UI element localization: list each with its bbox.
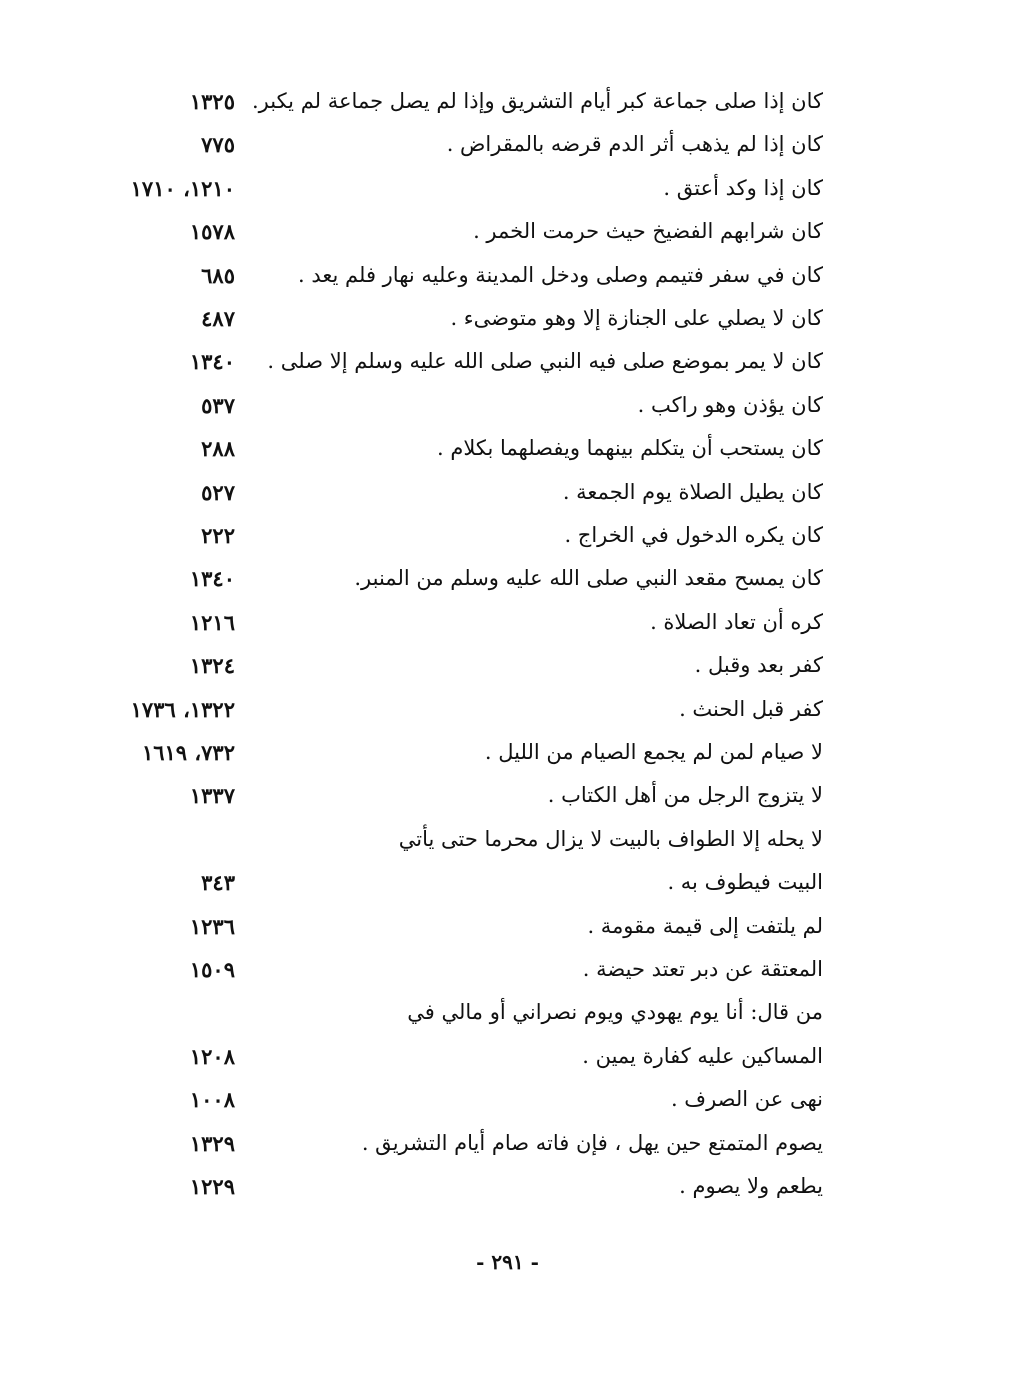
entry-page-ref: ١٣٢٤ bbox=[189, 653, 235, 679]
entry-text: كان يمسح مقعد النبي صلى الله عليه وسلم من المنبر. bbox=[354, 566, 823, 591]
entry-page-ref: ١٣٣٧ bbox=[189, 783, 235, 809]
entry-text: كان إذا وكد أعتق . bbox=[663, 175, 823, 200]
entry-text: لا صيام لمن لم يجمع الصيام من الليل . bbox=[484, 740, 823, 764]
index-entry bbox=[0, 861, 1015, 904]
entry-text: كان إذا لم يذهب أثر الدم قرضه بالمقراض . bbox=[446, 132, 823, 157]
entry-page-ref: ١٥٧٨ bbox=[189, 219, 235, 245]
entry-page-ref: ١٥٠٩ bbox=[189, 957, 235, 982]
index-entry bbox=[0, 991, 1015, 1034]
entry-page-ref: ١٣٤٠ bbox=[189, 349, 235, 375]
entry-page-ref: ٢٨٨ bbox=[201, 436, 235, 462]
entry-text: يصوم المتمتع حين يهل ، فإن فاته صام أيام التشريق . bbox=[361, 1130, 823, 1155]
entry-text: يطعم ولا يصوم . bbox=[679, 1174, 823, 1198]
index-entry bbox=[0, 167, 1015, 210]
entry-page-ref: ٥٢٧ bbox=[201, 479, 235, 505]
entry-page-ref: ٦٨٥ bbox=[201, 262, 235, 288]
entry-text: المساكين عليه كفارة يمين . bbox=[582, 1043, 823, 1068]
index-entry bbox=[0, 1122, 1015, 1165]
entry-text: من قال: أنا يوم يهودي ويوم نصراني أو مالي في bbox=[407, 1000, 823, 1025]
entry-text: البيت فيطوف به . bbox=[667, 870, 823, 895]
index-entry bbox=[0, 80, 1015, 123]
entry-text: كره أن تعاد الصلاة . bbox=[650, 609, 823, 634]
entry-text: كفر قبل الحنث . bbox=[679, 696, 823, 721]
index-entry bbox=[0, 644, 1015, 687]
entry-page-ref: ٧٣٢، ١٦١٩ bbox=[141, 740, 235, 765]
entry-text: كان يستحب أن يتكلم بينهما ويفصلهما بكلام . bbox=[437, 436, 823, 461]
index-entry bbox=[0, 601, 1015, 644]
entry-page-ref: ٤٨٧ bbox=[201, 306, 235, 331]
index-entry bbox=[0, 384, 1015, 427]
entry-page-ref: ١٢٠٨ bbox=[189, 1043, 235, 1069]
entry-text: كان في سفر فتيمم وصلى ودخل المدينة وعليه نهار فلم يعد . bbox=[298, 262, 823, 287]
index-entry bbox=[0, 731, 1015, 774]
entry-page-ref: ١٣٢٢، ١٧٣٦ bbox=[130, 696, 235, 722]
entry-page-ref: ١٢١٠، ١٧١٠ bbox=[130, 175, 235, 201]
index-entry bbox=[0, 340, 1015, 383]
index-entry bbox=[0, 688, 1015, 731]
index-entry bbox=[0, 948, 1015, 991]
entry-text: لا يحله إلا الطواف بالبيت لا يزال محرما حتى يأتي bbox=[398, 826, 823, 851]
index-entry bbox=[0, 1165, 1015, 1208]
entry-text: لم يلتفت إلى قيمة مقومة . bbox=[587, 913, 823, 938]
entry-text: كان لا يصلي على الجنازة إلا وهو متوضىء . bbox=[450, 306, 823, 330]
entry-page-ref: ٥٣٧ bbox=[201, 392, 235, 418]
entry-text: نهى عن الصرف . bbox=[670, 1087, 823, 1112]
entry-text: كان يطيل الصلاة يوم الجمعة . bbox=[562, 479, 823, 504]
entry-page-ref: ١٣٢٩ bbox=[189, 1130, 235, 1156]
entry-text: كان يؤذن وهو راكب . bbox=[637, 392, 823, 417]
index-entry bbox=[0, 774, 1015, 817]
page-number: - ٢٩١ - bbox=[476, 1250, 539, 1274]
entry-text: كان يكره الدخول في الخراج . bbox=[564, 523, 823, 547]
index-entry bbox=[0, 427, 1015, 470]
index-entry bbox=[0, 297, 1015, 340]
entry-page-ref: ١٣٢٥ bbox=[189, 89, 235, 114]
entry-text: لا يتزوج الرجل من أهل الكتاب . bbox=[547, 783, 823, 808]
entry-page-ref: ١٢١٦ bbox=[189, 609, 235, 635]
index-entry bbox=[0, 514, 1015, 557]
index-entry bbox=[0, 1035, 1015, 1078]
entry-text: كان شرابهم الفضيخ حيث حرمت الخمر . bbox=[473, 219, 823, 244]
entry-page-ref: ١٣٤٠ bbox=[189, 566, 235, 592]
entry-page-ref: ٣٤٣ bbox=[201, 870, 235, 896]
index-entry bbox=[0, 818, 1015, 861]
index-entry bbox=[0, 254, 1015, 297]
entry-page-ref: ٢٢٢ bbox=[201, 523, 235, 548]
entry-text: كان إذا صلى جماعة كبر أيام التشريق وإذا لم يصل جماعة لم يكبر. bbox=[251, 89, 823, 113]
entry-page-ref: ١٢٣٦ bbox=[189, 913, 235, 939]
index-entry bbox=[0, 471, 1015, 514]
index-entry bbox=[0, 1078, 1015, 1121]
entry-text: المعتقة عن دبر تعتد حيضة . bbox=[582, 957, 823, 981]
entry-page-ref: ٧٧٥ bbox=[201, 132, 235, 158]
entry-page-ref: ١٠٠٨ bbox=[189, 1087, 235, 1113]
index-entry bbox=[0, 905, 1015, 948]
entry-text: كان لا يمر بموضع صلى فيه النبي صلى الله عليه وسلم إلا صلى . bbox=[267, 349, 823, 374]
index-entry bbox=[0, 210, 1015, 253]
index-entry bbox=[0, 123, 1015, 166]
index-entry bbox=[0, 557, 1015, 600]
entry-page-ref: ١٢٢٩ bbox=[189, 1174, 235, 1199]
entry-text: كفر بعد وقبل . bbox=[694, 653, 823, 678]
